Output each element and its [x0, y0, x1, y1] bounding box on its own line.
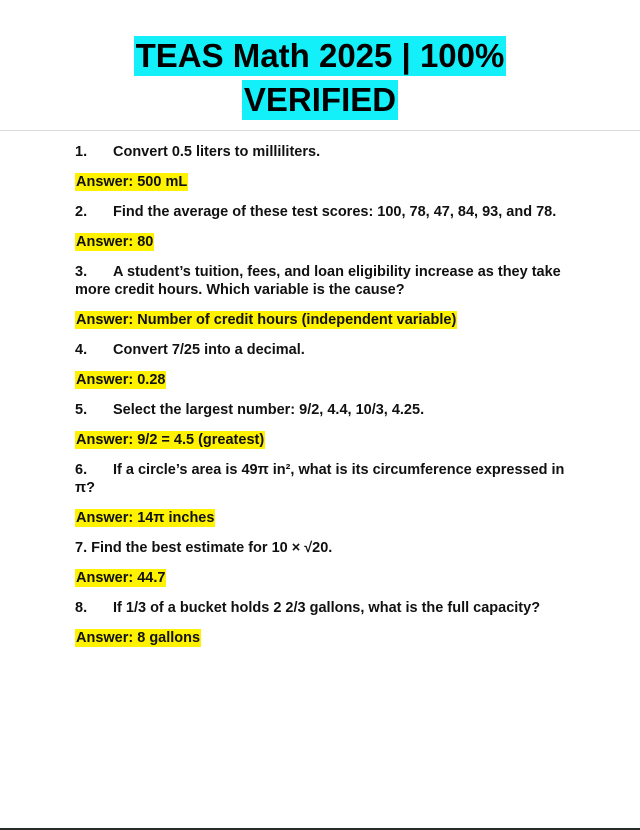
question-4: [75, 341, 565, 359]
question-number: 7.: [75, 540, 88, 556]
answer-8: [75, 629, 565, 647]
question-number: 1.: [75, 144, 88, 160]
title-divider: [0, 130, 640, 131]
question-number: 2.: [75, 204, 88, 220]
question-number: 8.: [75, 600, 88, 616]
answer-7: [75, 569, 565, 587]
answer-text: Answer: Number of credit hours (independent variable): [76, 312, 457, 328]
answer-text: Answer: 500 mL: [76, 174, 188, 190]
question-text: Convert 7/25 into a decimal.: [113, 342, 305, 358]
answer-4: [75, 371, 565, 389]
question-number: 3.: [75, 264, 88, 280]
question-text: A student’s tuition, fees, and loan eligibility increase as they take more credit hours. Which variable is the cause?: [75, 264, 561, 298]
answer-text: Answer: 9/2 = 4.5 (greatest): [76, 432, 265, 448]
question-list: [75, 143, 565, 659]
question-8: [75, 599, 565, 617]
answer-text: Answer: 0.28: [76, 372, 166, 388]
answer-text: Answer: 80: [76, 234, 154, 250]
question-text: Find the average of these test scores: 100, 78, 47, 84, 93, and 78.: [113, 204, 557, 220]
question-1: [75, 143, 565, 161]
question-number: 5.: [75, 402, 88, 418]
answer-6: [75, 509, 565, 527]
title-line-2: VERIFIED: [243, 81, 397, 118]
answer-5: [75, 431, 565, 449]
page-title: [0, 36, 640, 124]
question-text: If a circle’s area is 49π in², what is its circumference expressed in π?: [75, 462, 565, 496]
question-number: 4.: [75, 342, 88, 358]
answer-text: Answer: 8 gallons: [76, 630, 201, 646]
question-text: Find the best estimate for 10 × √20.: [91, 540, 333, 556]
question-2: [75, 203, 565, 221]
answer-text: Answer: 44.7: [76, 570, 166, 586]
question-6: [75, 461, 565, 497]
question-3: [75, 263, 565, 299]
answer-1: [75, 173, 565, 191]
question-text: Select the largest number: 9/2, 4.4, 10/3, 4.25.: [113, 402, 425, 418]
question-7: [75, 539, 565, 557]
title-line-1: TEAS Math 2025 | 100%: [135, 37, 505, 74]
question-text: If 1/3 of a bucket holds 2 2/3 gallons, what is the full capacity?: [113, 600, 541, 616]
question-number: 6.: [75, 462, 88, 478]
answer-2: [75, 233, 565, 251]
answer-text: Answer: 14π inches: [76, 510, 215, 526]
answer-3: [75, 311, 565, 329]
question-text: Convert 0.5 liters to milliliters.: [113, 144, 321, 160]
question-5: [75, 401, 565, 419]
